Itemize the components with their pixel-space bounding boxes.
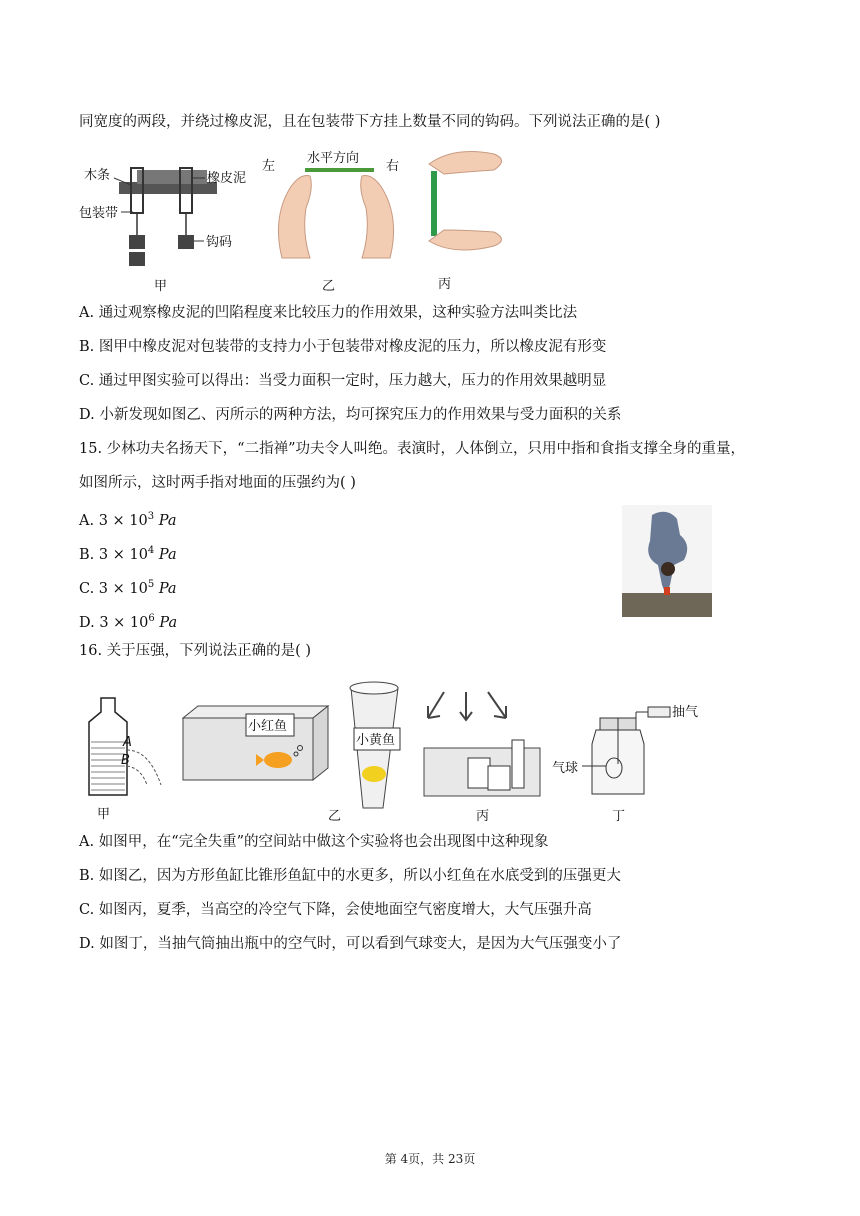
label-right: 右 (386, 159, 400, 174)
label-xiang-pi-ni: 橡皮泥 (207, 171, 247, 186)
q14-stem: 同宽度的两段，并绕过橡皮泥，且在包装带下方挂上数量不同的钩码。下列说法正确的是( ) (79, 114, 661, 130)
q16-figure-bing (420, 688, 545, 825)
caption-bing: 丙 (438, 277, 452, 292)
q14-option-a: A. 通过观察橡皮泥的凹陷程度来比较压力的作用效果，这种实验方法叫类比法 (79, 305, 578, 321)
label-point-b: B (121, 753, 130, 768)
page-footer: 第 4页，共 23页 (384, 1152, 476, 1166)
q16-option-c: C. 如图丙，夏季，当高空的冷空气下降，会使地面空气密度增大，大气压强升高 (79, 902, 592, 918)
label-gou-ma: 钩码 (206, 235, 233, 250)
q15-option-a: A. $3 \times 10^3$ Pa (79, 511, 177, 529)
label-qi-qiu: 气球 (552, 761, 579, 776)
caption-q16-yi: 乙 (328, 809, 342, 824)
label-red-fish: 小红鱼 (248, 719, 288, 734)
label-chou-qi: 抽气 (672, 705, 699, 720)
q15-stem-line2: 如图所示，这时两手指对地面的压强约为( ) (79, 475, 356, 491)
caption-q16-jia: 甲 (97, 807, 111, 822)
q16-figure-yi (178, 668, 413, 825)
q14-figure-jia (79, 150, 249, 295)
caption-q16-ding: 丁 (612, 809, 626, 824)
label-point-a: A (123, 735, 132, 750)
caption-jia: 甲 (154, 279, 168, 294)
q16-figure-jia (79, 690, 174, 825)
q14-option-d: D. 小新发现如图乙、丙所示的两种方法，均可探究压力的作用效果与受力面积的关系 (79, 407, 622, 423)
q15-option-d: D. $3 \times 10^6$ Pa (79, 613, 178, 631)
q14-figure-bing (424, 146, 514, 295)
label-left: 左 (262, 159, 276, 174)
caption-q16-bing: 丙 (476, 809, 490, 824)
q16-stem: 16. 关于压强，下列说法正确的是( ) (79, 643, 312, 659)
q14-option-c: C. 通过甲图实验可以得出：当受力面积一定时，压力越大，压力的作用效果越明显 (79, 373, 607, 389)
q15-stem-line1: 15. 少林功夫名扬天下，“二指禅”功夫令人叫绝。表演时，人体倒立，只用中指和食指支撑全身的重量， (79, 441, 745, 457)
q15-option-b: B. $3 \times 10^4$ Pa (79, 545, 177, 563)
label-mu-tiao: 木条 (84, 168, 111, 183)
q16-option-a: A. 如图甲，在“完全失重”的空间站中做这个实验将也会出现图中这种现象 (79, 834, 549, 850)
label-yellow-fish: 小黄鱼 (356, 733, 396, 748)
q15-option-c: C. $3 \times 10^5$ Pa (79, 579, 177, 597)
q16-option-b: B. 如图乙，因为方形鱼缸比锥形鱼缸中的水更多，所以小红鱼在水底受到的压强更大 (79, 868, 621, 884)
label-horizontal-direction: 水平方向 (307, 151, 360, 166)
q14-figure-yi (262, 148, 412, 295)
caption-yi: 乙 (322, 279, 336, 294)
q16-option-d: D. 如图丁，当抽气筒抽出瓶中的空气时，可以看到气球变大，是因为大气压强变小了 (79, 936, 622, 952)
q16-figure-ding (552, 694, 702, 825)
label-bao-zhuang-dai: 包装带 (79, 206, 119, 221)
q15-photo-handstand (622, 505, 712, 617)
q14-option-b: B. 图甲中橡皮泥对包装带的支持力小于包装带对橡皮泥的压力，所以橡皮泥有形变 (79, 339, 607, 355)
